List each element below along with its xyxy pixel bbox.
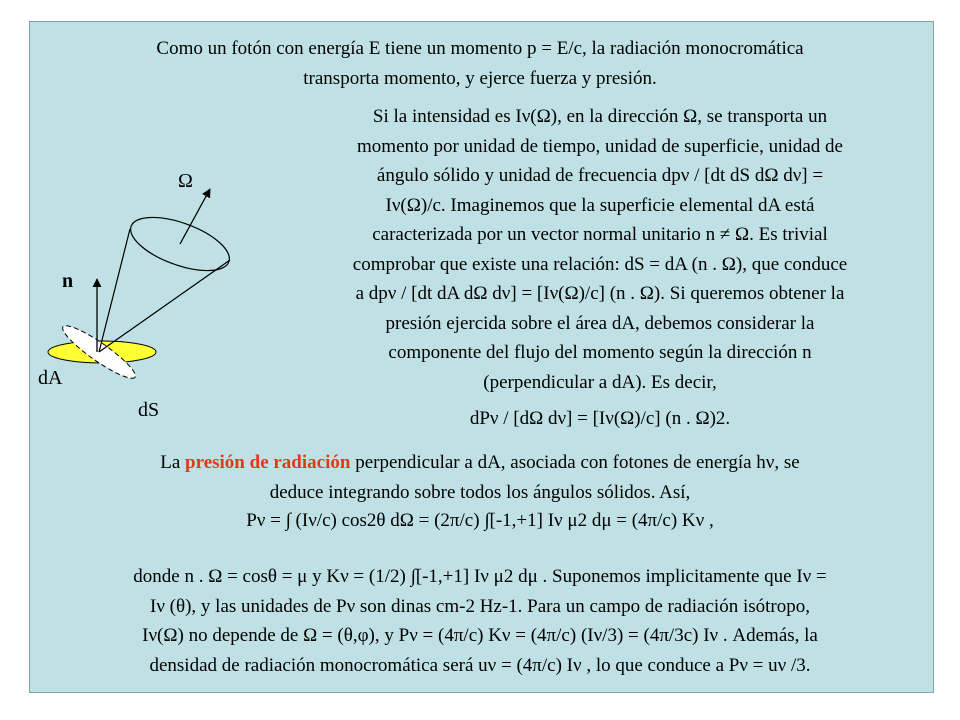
dP-equation-text: dPν / [dΩ dν] = [Iν(Ω)/c] (n . Ω)2. [469,408,731,429]
n-label: n [62,270,74,292]
Pnu-equation [60,506,900,536]
Pnu-equation-text: Pν = ∫ (Iν/c) cos2θ dΩ = (2π/c) ∫[-1,+1] Iν μ2 dμ = (4π/c) Kν , [246,510,714,531]
body-line: comprobar que existe una relación: dS = dA (n . Ω), que conduce [352,253,848,275]
body-line: Si la intensidad es Iν(Ω), en la dirección Ω, se transporta un [372,106,828,127]
intro-line: transporta momento, y ejerce fuerza y presión. [303,67,657,89]
body-line: caracterizada por un vector normal unitario n ≠ Ω. Es trivial [372,224,828,245]
dA-label: dA [38,367,63,389]
presion-line-1 [60,448,900,478]
donde-paragraph [60,562,900,680]
dS-label: dS [138,399,160,421]
presion-prefix: La [160,452,186,473]
slide-panel [29,21,934,693]
donde-line: densidad de radiación monocromática será uν = (4π/c) Iν , lo que conduce a Pν = uν /3. [149,654,811,676]
body-line: ángulo sólido y unidad de frecuencia dpν / [dt dS dΩ dν] = [376,165,824,186]
geometry-diagram [30,142,290,432]
radiation-pressure-paragraph [60,448,900,507]
radiation-pressure-term: presión de radiación [185,452,351,473]
omega-vector [180,189,210,244]
dP-equation [280,404,920,434]
intensity-paragraph [280,102,920,397]
donde-line: Iν(Ω) no depende de Ω = (θ,φ), y Pν = (4π/c) Kν = (4π/c) (Iν/3) = (4π/3c) Iν . Además, la [142,625,818,646]
body-line: presión ejercida sobre el área dA, debemos considerar la [385,312,815,334]
body-line: a dpν / [dt dA dΩ dν] = [Iν(Ω)/c] (n . Ω). Si queremos obtener la [355,283,845,304]
presion-suffix: perpendicular a dA, asociada con fotones de energía hν, se [350,452,800,473]
body-line: (perpendicular a dA). Es decir, [483,371,717,393]
body-line: momento por unidad de tiempo, unidad de superficie, unidad de [357,135,843,157]
omega-label: Ω [178,170,193,192]
presion-line-2: deduce integrando sobre todos los ángulos sólidos. Así, [269,481,691,503]
body-line: componente del flujo del momento según la dirección n [388,342,812,363]
donde-line: Iν (θ), y las unidades de Pν son dinas cm-2 Hz-1. Para un campo de radiación isótropo, [150,595,810,617]
body-line: Iν(Ω)/c. Imaginemos que la superficie elemental dA está [385,194,815,216]
intro-paragraph [60,34,900,93]
intro-line: Como un fotón con energía E tiene un momento p = E/c, la radiación monocromática [156,38,804,59]
donde-line: donde n . Ω = cosθ = μ y Kν = (1/2) ∫[-1,+1] Iν μ2 dμ . Suponemos implicitamente que Iν = [133,566,827,587]
